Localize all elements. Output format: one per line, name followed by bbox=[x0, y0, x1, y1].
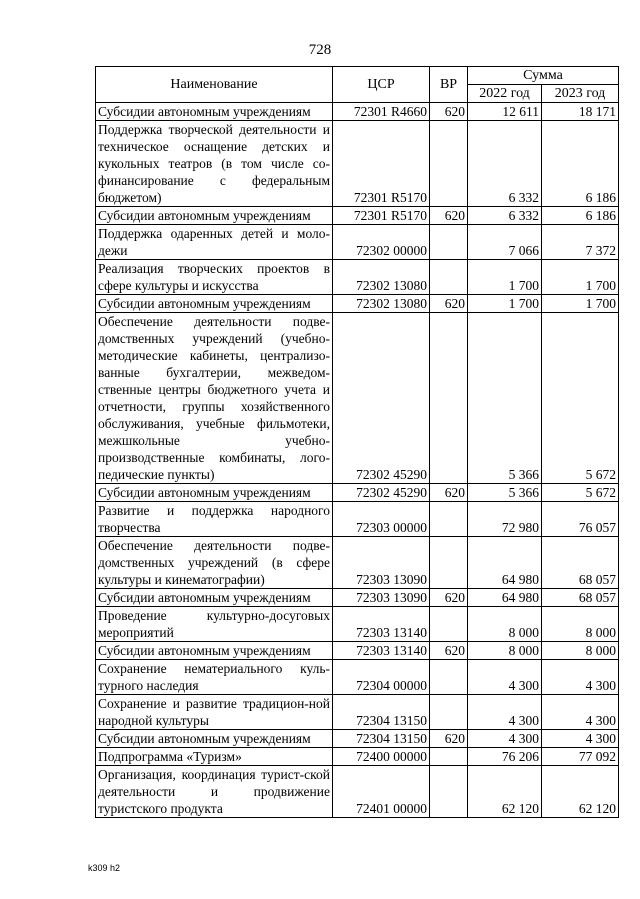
row-csr: 72303 13140 bbox=[333, 642, 430, 660]
row-sum-2023: 76 057 bbox=[542, 502, 619, 537]
table-body bbox=[96, 103, 619, 818]
table-row bbox=[96, 121, 619, 207]
row-sum-2023: 4 300 bbox=[542, 730, 619, 748]
row-csr: 72304 13150 bbox=[333, 730, 430, 748]
row-sum-2022: 5 366 bbox=[468, 484, 542, 502]
table-row bbox=[96, 695, 619, 730]
row-vr bbox=[430, 695, 468, 730]
table-row bbox=[96, 313, 619, 484]
header-vr: ВР bbox=[430, 67, 468, 103]
row-sum-2022: 8 000 bbox=[468, 642, 542, 660]
table-row bbox=[96, 766, 619, 818]
table-row bbox=[96, 748, 619, 766]
row-name: Субсидии автономным учреждениям bbox=[96, 207, 333, 225]
row-vr bbox=[430, 660, 468, 695]
table-row bbox=[96, 660, 619, 695]
row-vr bbox=[430, 607, 468, 642]
row-csr: 72304 00000 bbox=[333, 660, 430, 695]
row-csr: 72303 00000 bbox=[333, 502, 430, 537]
row-sum-2022: 64 980 bbox=[468, 537, 542, 589]
table-row bbox=[96, 607, 619, 642]
header-name: Наименование bbox=[96, 67, 333, 103]
row-sum-2023: 7 372 bbox=[542, 225, 619, 260]
table-row bbox=[96, 537, 619, 589]
row-sum-2023: 5 672 bbox=[542, 484, 619, 502]
row-sum-2022: 8 000 bbox=[468, 607, 542, 642]
row-csr: 72303 13140 bbox=[333, 607, 430, 642]
row-name: Обеспечение деятельности подве-домственных учреждений (в сфере культуры и кинематографии) bbox=[96, 537, 333, 589]
row-sum-2023: 1 700 bbox=[542, 295, 619, 313]
row-name: Субсидии автономным учреждениям bbox=[96, 642, 333, 660]
row-csr: 72301 R5170 bbox=[333, 121, 430, 207]
row-vr bbox=[430, 537, 468, 589]
row-vr bbox=[430, 748, 468, 766]
row-name: Субсидии автономным учреждениям bbox=[96, 484, 333, 502]
row-sum-2022: 6 332 bbox=[468, 207, 542, 225]
row-vr: 620 bbox=[430, 295, 468, 313]
header-year-2022: 2022 год bbox=[468, 85, 542, 103]
row-vr: 620 bbox=[430, 207, 468, 225]
row-csr: 72302 45290 bbox=[333, 313, 430, 484]
row-csr: 72400 00000 bbox=[333, 748, 430, 766]
row-sum-2022: 4 300 bbox=[468, 695, 542, 730]
row-name: Подпрограмма «Туризм» bbox=[96, 748, 333, 766]
row-name: Субсидии автономным учреждениям bbox=[96, 103, 333, 121]
row-csr: 72302 00000 bbox=[333, 225, 430, 260]
row-name: Субсидии автономным учреждениям bbox=[96, 730, 333, 748]
row-sum-2023: 62 120 bbox=[542, 766, 619, 818]
row-sum-2023: 6 186 bbox=[542, 207, 619, 225]
row-sum-2022: 6 332 bbox=[468, 121, 542, 207]
row-name: Субсидии автономным учреждениям bbox=[96, 589, 333, 607]
footer-code: k309 h2 bbox=[88, 863, 121, 873]
row-sum-2022: 7 066 bbox=[468, 225, 542, 260]
row-csr: 72304 13150 bbox=[333, 695, 430, 730]
row-name: Обеспечение деятельности подве-домственных учреждений (учебно-методические кабинеты, централизо-ванные бухгалтерии, межведом-ственные центры бюджетного учета и отчетности, группы хозяйственного обслуживания, учебные фильмотеки, межшкольные учебно-производственные комбинаты, лого-педические пункты) bbox=[96, 313, 333, 484]
row-name: Сохранение и развитие традицион-ной народной культуры bbox=[96, 695, 333, 730]
row-csr: 72303 13090 bbox=[333, 537, 430, 589]
row-vr bbox=[430, 766, 468, 818]
table-row bbox=[96, 225, 619, 260]
row-vr bbox=[430, 260, 468, 295]
row-sum-2022: 4 300 bbox=[468, 660, 542, 695]
table-row bbox=[96, 260, 619, 295]
row-sum-2022: 5 366 bbox=[468, 313, 542, 484]
row-name: Субсидии автономным учреждениям bbox=[96, 295, 333, 313]
row-sum-2023: 5 672 bbox=[542, 313, 619, 484]
table-row bbox=[96, 730, 619, 748]
row-csr: 72302 13080 bbox=[333, 295, 430, 313]
row-sum-2023: 77 092 bbox=[542, 748, 619, 766]
row-csr: 72302 13080 bbox=[333, 260, 430, 295]
table-header bbox=[96, 67, 619, 103]
row-sum-2023: 1 700 bbox=[542, 260, 619, 295]
row-vr: 620 bbox=[430, 642, 468, 660]
row-sum-2023: 8 000 bbox=[542, 642, 619, 660]
row-csr: 72301 R4660 bbox=[333, 103, 430, 121]
row-sum-2023: 8 000 bbox=[542, 607, 619, 642]
row-sum-2022: 12 611 bbox=[468, 103, 542, 121]
row-name: Поддержка творческой деятельности и техническое оснащение детских и кукольных театров (в том числе со-финансирование с федеральным бюджетом) bbox=[96, 121, 333, 207]
row-name: Развитие и поддержка народного творчества bbox=[96, 502, 333, 537]
row-csr: 72302 45290 bbox=[333, 484, 430, 502]
row-csr: 72301 R5170 bbox=[333, 207, 430, 225]
row-name: Организация, координация турист-ской деятельности и продвижение туристского продукта bbox=[96, 766, 333, 818]
row-vr bbox=[430, 225, 468, 260]
header-year-2023: 2023 год bbox=[542, 85, 619, 103]
row-sum-2023: 4 300 bbox=[542, 695, 619, 730]
row-sum-2022: 4 300 bbox=[468, 730, 542, 748]
row-sum-2023: 6 186 bbox=[542, 121, 619, 207]
row-sum-2023: 18 171 bbox=[542, 103, 619, 121]
row-vr bbox=[430, 313, 468, 484]
table-row bbox=[96, 207, 619, 225]
row-sum-2023: 68 057 bbox=[542, 537, 619, 589]
row-sum-2023: 68 057 bbox=[542, 589, 619, 607]
row-vr: 620 bbox=[430, 103, 468, 121]
row-sum-2022: 1 700 bbox=[468, 260, 542, 295]
row-sum-2022: 64 980 bbox=[468, 589, 542, 607]
row-vr bbox=[430, 121, 468, 207]
budget-table bbox=[95, 66, 619, 818]
row-vr: 620 bbox=[430, 730, 468, 748]
row-csr: 72303 13090 bbox=[333, 589, 430, 607]
row-name: Сохранение нематериального куль-турного наследия bbox=[96, 660, 333, 695]
row-sum-2022: 76 206 bbox=[468, 748, 542, 766]
table-row bbox=[96, 589, 619, 607]
table-row bbox=[96, 295, 619, 313]
row-sum-2022: 62 120 bbox=[468, 766, 542, 818]
row-name: Поддержка одаренных детей и моло-дежи bbox=[96, 225, 333, 260]
row-sum-2022: 1 700 bbox=[468, 295, 542, 313]
table-row bbox=[96, 502, 619, 537]
table-row bbox=[96, 484, 619, 502]
row-vr: 620 bbox=[430, 484, 468, 502]
row-vr: 620 bbox=[430, 589, 468, 607]
page-number: 728 bbox=[308, 42, 332, 58]
table-row bbox=[96, 642, 619, 660]
row-name: Реализация творческих проектов в сфере культуры и искусства bbox=[96, 260, 333, 295]
row-sum-2023: 4 300 bbox=[542, 660, 619, 695]
row-vr bbox=[430, 502, 468, 537]
table-row bbox=[96, 103, 619, 121]
header-sum: Сумма bbox=[468, 67, 619, 85]
header-csr: ЦСР bbox=[333, 67, 430, 103]
row-sum-2022: 72 980 bbox=[468, 502, 542, 537]
row-name: Проведение культурно-досуговых мероприятий bbox=[96, 607, 333, 642]
row-csr: 72401 00000 bbox=[333, 766, 430, 818]
